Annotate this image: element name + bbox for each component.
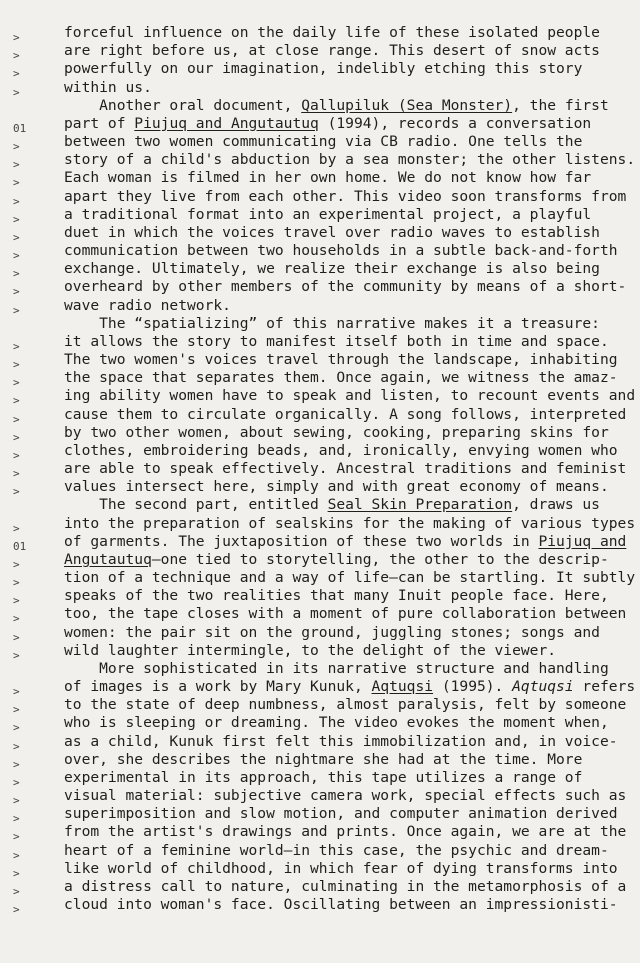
text-run: by two other women, about sewing, cooking, preparing skins for — [64, 423, 609, 441]
text-run: wave radio network. — [64, 296, 231, 314]
text-line — [64, 169, 591, 187]
margin-marker: > — [13, 830, 20, 844]
text-line — [64, 97, 609, 115]
text-run: Another oral document, — [64, 96, 302, 114]
margin-marker: > — [13, 358, 20, 372]
text-run: clothes, embroidering beads, and, ironically, envying women who — [64, 441, 618, 459]
text-line — [64, 624, 600, 642]
margin-marker: > — [13, 794, 20, 808]
margin-marker: > — [13, 866, 20, 880]
text-run: , draws us — [512, 496, 600, 514]
margin-marker: > — [13, 267, 20, 281]
margin-marker: 01 — [13, 539, 27, 553]
margin-marker: > — [13, 775, 20, 789]
margin-marker: > — [13, 49, 20, 63]
margin-marker: > — [13, 630, 20, 644]
text-run: over, she describes the nightmare she had at the time. More — [64, 750, 583, 768]
underlined-title: Aqtuqsi — [371, 678, 434, 696]
margin-marker: > — [13, 739, 20, 753]
text-line — [64, 206, 591, 224]
text-line — [64, 242, 618, 260]
text-line — [64, 660, 609, 678]
margin-marker: > — [13, 576, 20, 590]
text-run: cause them to circulate organically. A song follows, interpreted — [64, 405, 627, 423]
margin-marker: > — [13, 339, 20, 353]
text-run: Each woman is filmed in her own home. We do not know how far — [64, 169, 592, 187]
underlined-title: Seal Skin Preparation — [327, 496, 513, 514]
margin-marker: > — [13, 521, 20, 535]
text-line — [64, 42, 600, 60]
text-run: like world of childhood, in which fear of dying transforms into — [64, 859, 618, 877]
text-run: —one tied to storytelling, the other to the descrip- — [151, 550, 609, 568]
text-run: forceful influence on the daily life of these isolated people — [64, 24, 600, 41]
text-line — [64, 769, 582, 787]
margin-marker: > — [13, 703, 20, 717]
margin-marker: > — [13, 140, 20, 154]
margin-marker: > — [13, 249, 20, 263]
text-run: story of a child's abduction by a sea monster; the other listens. — [64, 151, 636, 169]
text-line — [64, 860, 618, 878]
text-run: who is sleeping or dreaming. The video evokes the moment when, — [64, 714, 609, 732]
text-line — [64, 278, 626, 296]
text-line — [64, 478, 609, 496]
text-run: values intersect here, simply and with great economy of means. — [64, 478, 609, 496]
text-run: duet in which the voices travel over radio waves to establish — [64, 223, 600, 241]
text-line — [64, 642, 556, 660]
margin-marker: > — [13, 557, 20, 571]
text-run: a traditional format into an experimental project, a playful — [64, 205, 592, 223]
text-line — [64, 351, 618, 369]
text-line — [64, 260, 600, 278]
text-run: women: the pair sit on the ground, juggling stones; songs and — [64, 623, 600, 641]
text-run: , the first — [512, 96, 609, 114]
text-line — [64, 515, 635, 533]
underlined-title: Piujuq and Angutautuq — [134, 114, 319, 132]
margin-marker: > — [13, 884, 20, 898]
text-run: superimposition and slow motion, and computer animation derived — [64, 805, 618, 823]
margin-marker: > — [13, 757, 20, 771]
margin-marker: > — [13, 903, 20, 917]
text-run: as a child, Kunuk first felt this immobilization and, in voice- — [64, 732, 618, 750]
text-run: wild laughter intermingle, to the delight of the viewer. — [64, 641, 557, 659]
text-line — [64, 24, 600, 42]
margin-marker: > — [13, 412, 20, 426]
text-run: exchange. Ultimately, we realize their exchange is also being — [64, 260, 600, 278]
text-line — [64, 823, 626, 841]
margin-marker: > — [13, 158, 20, 172]
text-run: refers — [573, 678, 636, 696]
text-run: to the state of deep numbness, almost paralysis, felt by someone — [64, 696, 627, 714]
text-line — [64, 297, 231, 315]
margin-marker: > — [13, 812, 20, 826]
text-line — [64, 424, 609, 442]
margin-marker: > — [13, 685, 20, 699]
margin-marker: > — [13, 376, 20, 390]
text-run: of images is a work by Mary Kunuk, — [64, 678, 372, 696]
text-line — [64, 406, 626, 424]
margin-marker: > — [13, 176, 20, 190]
text-line — [64, 315, 600, 333]
underlined-title: Angutautuq — [64, 550, 152, 568]
text-line — [64, 188, 626, 206]
text-line — [64, 151, 635, 169]
margin-marker: > — [13, 85, 20, 99]
text-run: communication between two households in a subtle back-and-forth — [64, 242, 618, 260]
text-run: overheard by other members of the community by means of a short- — [64, 278, 627, 296]
margin-marker: > — [13, 194, 20, 208]
text-line — [64, 751, 582, 769]
text-line — [64, 496, 600, 514]
text-line — [64, 551, 609, 569]
text-line — [64, 787, 626, 805]
text-run: More sophisticated in its narrative structure and handling — [64, 659, 609, 677]
text-run: are right before us, at close range. This desert of snow acts — [64, 42, 600, 60]
text-line — [64, 605, 626, 623]
margin-marker: > — [13, 430, 20, 444]
text-line — [64, 333, 609, 351]
text-run: it allows the story to manifest itself both in time and space. — [64, 332, 609, 350]
underlined-title: Qallupiluk (Sea Monster) — [301, 96, 513, 114]
text-run: are able to speak effectively. Ancestral traditions and feminist — [64, 460, 627, 478]
margin-marker: 01 — [13, 121, 27, 135]
text-line — [64, 733, 618, 751]
text-run: part of — [64, 114, 135, 132]
text-line — [64, 442, 618, 460]
margin-marker: > — [13, 67, 20, 81]
text-line — [64, 460, 626, 478]
margin-marker: > — [13, 230, 20, 244]
text-run: from the artist's drawings and prints. Once again, we are at the — [64, 823, 627, 841]
margin-marker: > — [13, 467, 20, 481]
text-run: heart of a feminine world—in this case, the psychic and dream- — [64, 841, 609, 859]
text-run: tion of a technique and a way of life—can be startling. It subtly — [64, 569, 636, 587]
margin-marker: > — [13, 721, 20, 735]
text-line — [64, 533, 626, 551]
text-run: (1995). — [433, 678, 513, 696]
text-line — [64, 896, 618, 914]
text-line — [64, 133, 582, 151]
text-run: between two women communicating via CB radio. One tells the — [64, 133, 583, 151]
text-line — [64, 696, 626, 714]
text-run: apart they live from each other. This video soon transforms from — [64, 187, 627, 205]
text-line — [64, 587, 609, 605]
text-line — [64, 569, 635, 587]
text-run: The two women's voices travel through the landscape, inhabiting — [64, 351, 618, 369]
text-line — [64, 60, 582, 78]
text-run: experimental in its approach, this tape utilizes a range of — [64, 768, 583, 786]
text-run: a distress call to nature, culminating in the metamorphosis of a — [64, 877, 627, 895]
text-run: visual material: subjective camera work, special effects such as — [64, 787, 627, 805]
text-run: cloud into woman's face. Oscillating between an impressionisti- — [64, 896, 618, 914]
margin-marker: > — [13, 612, 20, 626]
text-line — [64, 878, 626, 896]
text-run: (1994), records a conversation — [318, 114, 592, 132]
text-line — [64, 678, 635, 696]
margin-marker: > — [13, 285, 20, 299]
margin-marker: > — [13, 448, 20, 462]
text-line — [64, 714, 609, 732]
margin-marker: > — [13, 848, 20, 862]
margin-marker: > — [13, 31, 20, 44]
text-line — [64, 369, 618, 387]
text-run: powerfully on our imagination, indelibly etching this story — [64, 60, 583, 78]
text-line — [64, 805, 618, 823]
text-run: the space that separates them. Once again, we witness the amaz- — [64, 369, 618, 387]
text-line — [64, 387, 635, 405]
margin-marker: > — [13, 303, 20, 317]
margin-marker: > — [13, 648, 20, 662]
margin-marker: > — [13, 394, 20, 408]
margin-marker: > — [13, 594, 20, 608]
text-line — [64, 79, 152, 97]
text-line — [64, 115, 591, 133]
text-run: speaks of the two realities that many Inuit people face. Here, — [64, 587, 609, 605]
text-run: The second part, entitled — [64, 496, 328, 514]
text-run: within us. — [64, 78, 152, 96]
text-run: too, the tape closes with a moment of pure collaboration between — [64, 605, 627, 623]
margin-marker: > — [13, 212, 20, 226]
text-line — [64, 224, 600, 242]
text-line — [64, 842, 609, 860]
underlined-title: Piujuq and — [538, 532, 627, 550]
text-run: of garments. The juxtaposition of these two worlds in — [64, 532, 539, 550]
margin-marker: > — [13, 485, 20, 499]
text-run: ing ability women have to speak and listen, to recount events and — [64, 387, 636, 405]
italic-title: Aqtuqsi — [512, 678, 574, 696]
text-run: The “spatializing” of this narrative makes it a treasure: — [64, 314, 600, 332]
text-run: into the preparation of sealskins for the making of various types — [64, 514, 636, 532]
